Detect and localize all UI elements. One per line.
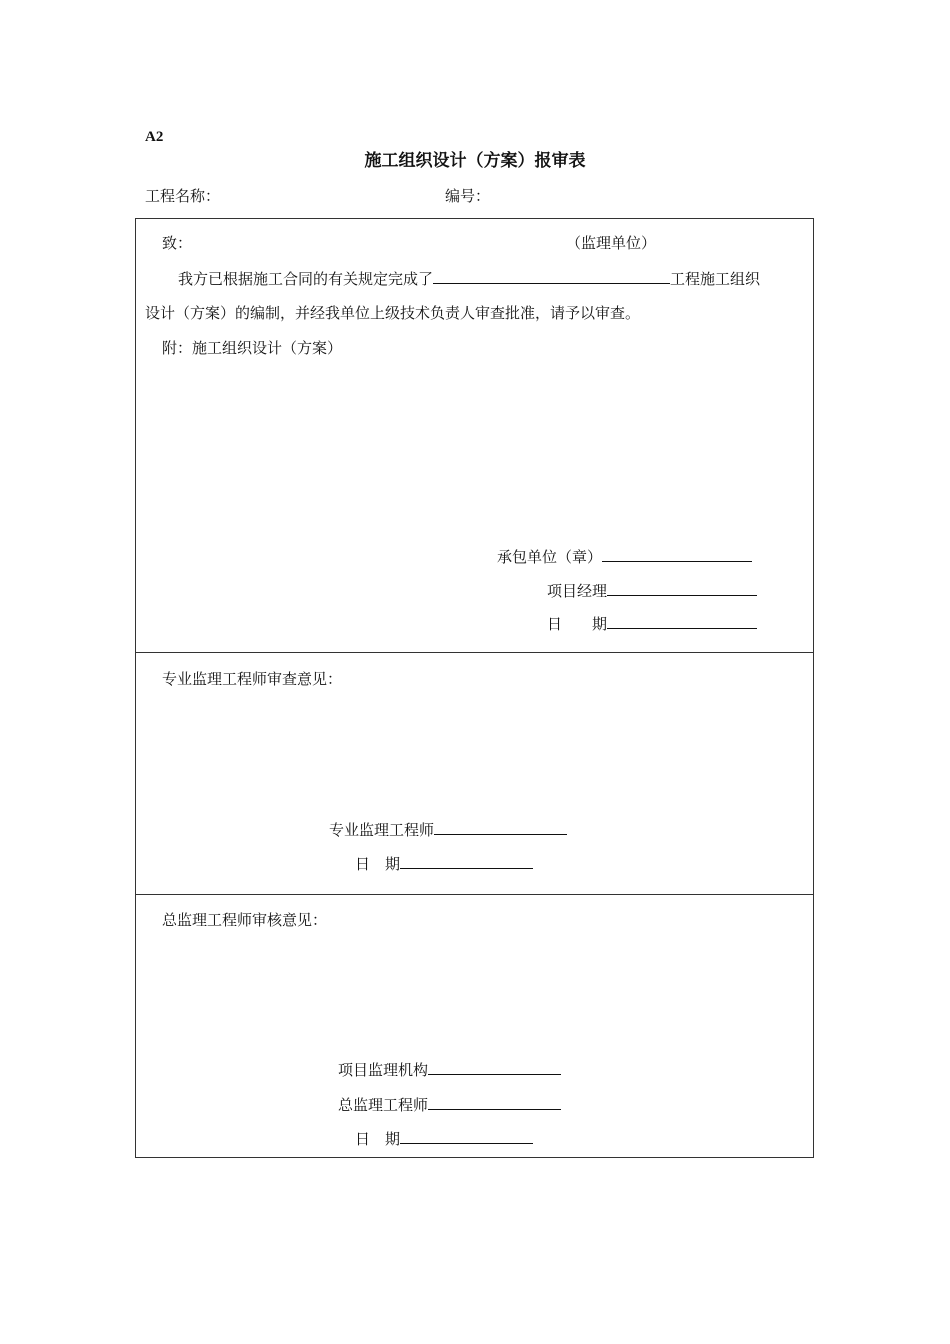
project-manager-row	[547, 579, 757, 601]
specialist-date-blank[interactable]	[400, 852, 533, 869]
attachment-line: 附：施工组织设计（方案）	[162, 339, 343, 357]
chief-date-blank[interactable]	[400, 1127, 533, 1144]
section-divider-2	[135, 894, 814, 895]
form-code: A2	[145, 129, 164, 145]
to-label: 致：	[162, 234, 193, 252]
chief-engineer-label: 总监理工程师	[338, 1096, 429, 1114]
page-title: 施工组织设计（方案）报审表	[364, 151, 586, 171]
specialist-review-heading: 专业监理工程师审查意见：	[162, 670, 343, 688]
number-label: 编号：	[445, 187, 491, 205]
specialist-date-row	[355, 852, 533, 874]
contractor-date-blank[interactable]	[607, 612, 757, 629]
contractor-date-row	[547, 612, 757, 634]
contractor-blank[interactable]	[602, 545, 752, 562]
supervision-org-label: 项目监理机构	[338, 1061, 429, 1079]
specialist-date-label: 日 期	[355, 855, 401, 873]
supervision-unit-hint: （监理单位）	[566, 234, 657, 252]
project-name-label: 工程名称：	[145, 187, 221, 205]
contractor-date-label: 日 期	[547, 615, 608, 633]
specialist-engineer-label: 专业监理工程师	[329, 821, 435, 839]
body-line-2: 设计（方案）的编制，并经我单位上级技术负责人审查批准，请予以审查。	[145, 304, 641, 322]
chief-engineer-row	[338, 1093, 561, 1115]
chief-date-label: 日 期	[355, 1130, 401, 1148]
section-divider-1	[135, 652, 814, 653]
chief-date-row	[355, 1127, 533, 1149]
chief-engineer-blank[interactable]	[428, 1093, 561, 1110]
contractor-label: 承包单位（章）	[497, 548, 603, 566]
project-manager-blank[interactable]	[607, 579, 757, 596]
body-text-part2: 工程施工组织	[670, 270, 761, 288]
specialist-engineer-row	[329, 818, 567, 840]
project-manager-label: 项目经理	[547, 582, 608, 600]
supervision-org-row	[338, 1058, 561, 1080]
body-text-part1: 我方已根据施工合同的有关规定完成了	[178, 270, 434, 288]
chief-review-heading: 总监理工程师审核意见：	[162, 911, 328, 929]
supervision-org-blank[interactable]	[428, 1058, 561, 1075]
specialist-engineer-blank[interactable]	[434, 818, 567, 835]
project-name-blank[interactable]	[433, 267, 670, 284]
body-line-1	[178, 267, 760, 289]
contractor-signature-row	[497, 545, 752, 567]
